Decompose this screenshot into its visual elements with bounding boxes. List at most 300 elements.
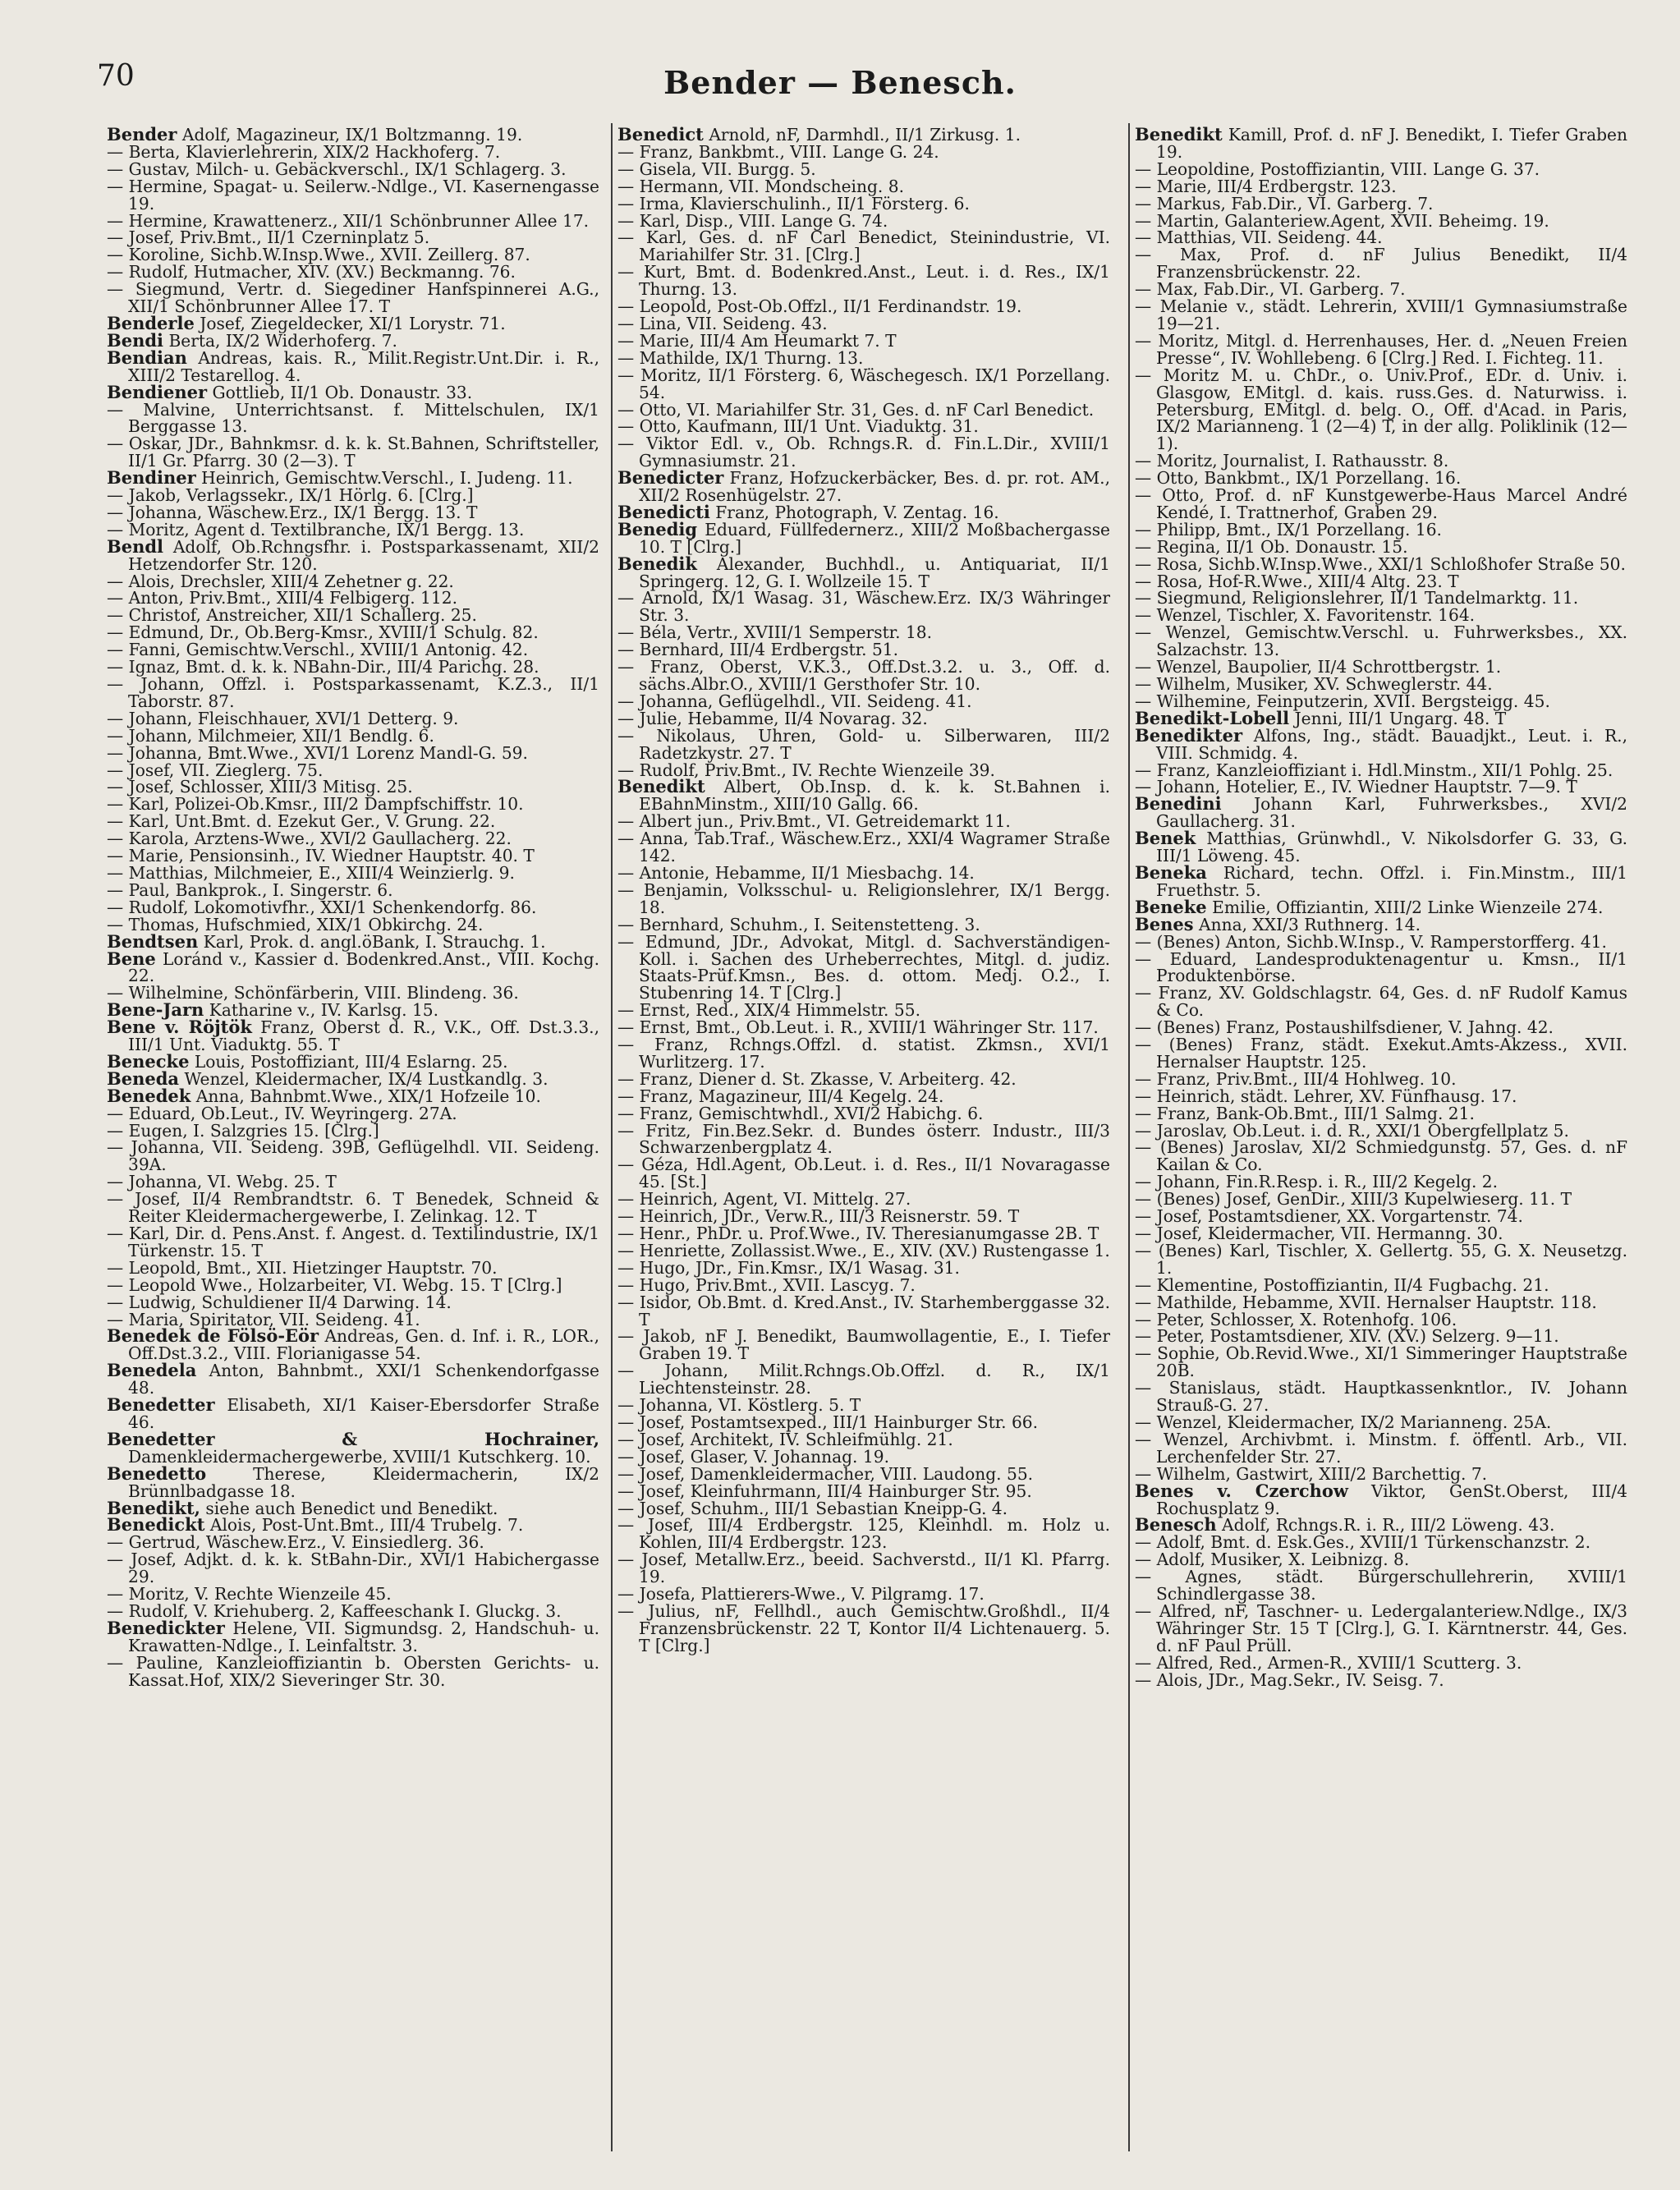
directory-entry bbox=[617, 1500, 1110, 1517]
directory-entry bbox=[617, 367, 1110, 402]
entry-details: Anna, XXI/3 Ruthnerg. 14. bbox=[1198, 914, 1421, 934]
page-header: Bender — Benesch. bbox=[663, 64, 1017, 101]
directory-entry bbox=[1135, 553, 1627, 574]
entry-details: — Karl, Ges. d. nF Carl Benedict, Steinindustrie, VI. Mariahilfer Str. 31. [Clrg.] bbox=[617, 227, 1110, 265]
entry-details: — Wenzel, Tischler, X. Favoritenstr. 164. bbox=[1135, 605, 1476, 626]
entry-details: — Franz, Bankbmt., VIII. Lange G. 24. bbox=[617, 141, 939, 162]
entry-details: — Karl, Dir. d. Pens.Anst. f. Angest. d. Textilindustrie, IX/1 Türkenstr. 15. T bbox=[107, 1224, 599, 1260]
entry-details: — Karola, Arztens-Wwe., XVI/2 Gaullacherg. 22. bbox=[107, 829, 512, 849]
entry-details: — Henr., PhDr. u. Prof.Wwe., IV. Theresianumgasse 2B. T bbox=[617, 1224, 1099, 1243]
entry-details: — Josef, Priv.Bmt., II/1 Czerninplatz 5. bbox=[107, 227, 430, 248]
directory-entry bbox=[107, 1191, 599, 1225]
entry-details: — Ernst, Bmt., Ob.Leut. i. R., XVIII/1 Währinger Str. 117. bbox=[617, 1017, 1099, 1038]
entry-details: Karl, Prok. d. angl.öBank, I. Strauchg. 1. bbox=[203, 931, 546, 952]
entry-details: — Christof, Anstreicher, XII/1 Schallerg. 25. bbox=[107, 605, 477, 626]
entry-details: Franz, Oberst d. R., V.K., Off. Dst.3.3., III/1 Unt. Viaduktg. 55. T bbox=[128, 1017, 599, 1055]
entry-surname: Benedetto bbox=[107, 1462, 207, 1484]
directory-entry bbox=[1135, 985, 1627, 1019]
entry-details: — Josef, III/4 Erdbergstr. 125, Kleinhdl. m. Holz u. Kohlen, III/4 Erdbergstr. 123. bbox=[617, 1515, 1110, 1553]
directory-entry bbox=[107, 229, 599, 246]
entry-details: — Malvine, Unterrichtsanst. f. Mittelschulen, IX/1 Berggasse 13. bbox=[107, 399, 599, 437]
entry-surname: Benderle bbox=[107, 312, 195, 333]
entry-details: — Wenzel, Gemischtw.Verschl. u. Fuhrwerksbes., XX. Salzachstr. 13. bbox=[1135, 622, 1627, 660]
entry-details: — Mathilde, Hebamme, XVII. Hernalser Hauptstr. 118. bbox=[1135, 1292, 1597, 1312]
entry-details: — Josef, Schuhm., III/1 Sebastian Kneipp-G. 4. bbox=[617, 1498, 1008, 1518]
entry-surname: Benedig bbox=[617, 518, 698, 539]
directory-entry bbox=[107, 813, 599, 830]
directory-entry bbox=[1135, 931, 1627, 952]
directory-entry bbox=[617, 879, 1110, 917]
entry-details: — Rudolf, Hutmacher, XIV. (XV.) Beckmanng. 76. bbox=[107, 262, 516, 282]
directory-entry bbox=[617, 1551, 1110, 1586]
entry-details: — Adolf, Bmt. d. Esk.Ges., XVIII/1 Türkenschanzstr. 2. bbox=[1135, 1532, 1590, 1553]
directory-entry bbox=[617, 1517, 1110, 1551]
entry-details: — Géza, Hdl.Agent, Ob.Leut. i. d. Res., II/1 Novaragasse 45. [St.] bbox=[617, 1155, 1110, 1192]
directory-entry bbox=[1135, 913, 1627, 934]
entry-details: — Heinrich, städt. Lehrer, XV. Fünfhausg. 17. bbox=[1135, 1086, 1517, 1106]
entry-details: Berta, IX/2 Widerhoferg. 7. bbox=[168, 330, 397, 351]
entry-details: — Melanie v., städt. Lehrerin, XVIII/1 Gymnasiumstraße 19—21. bbox=[1135, 296, 1627, 333]
entry-surname: Bender bbox=[107, 126, 177, 145]
directory-entry bbox=[617, 590, 1110, 624]
directory-entry bbox=[1135, 1551, 1627, 1568]
entry-details: — Heinrich, Agent, VI. Mittelg. 27. bbox=[617, 1189, 911, 1210]
directory-entry bbox=[1135, 724, 1627, 763]
directory-entry bbox=[617, 1191, 1110, 1208]
directory-entry bbox=[617, 126, 1110, 144]
entry-surname: Benedikt-Lobell bbox=[1135, 707, 1290, 728]
entry-surname: Benedetter bbox=[107, 1394, 215, 1416]
entry-surname: Bendiner bbox=[107, 467, 196, 489]
entry-details: — Alois, JDr., Mag.Sekr., IV. Seisg. 7. bbox=[1135, 1669, 1444, 1690]
entry-surname: Benedetter & Hochrainer, bbox=[107, 1428, 599, 1449]
directory-entry bbox=[107, 1139, 599, 1173]
directory-entry bbox=[107, 504, 599, 521]
directory-entry bbox=[617, 1242, 1110, 1260]
entry-details: — Hermann, VII. Mondscheing. 8. bbox=[617, 176, 905, 196]
entry-details: Wenzel, Kleidermacher, IX/4 Lustkandlg. 3. bbox=[184, 1068, 549, 1089]
directory-entry bbox=[1135, 896, 1627, 917]
directory-entry bbox=[1135, 1173, 1627, 1191]
directory-entry bbox=[107, 1428, 599, 1467]
directory-entry bbox=[1135, 573, 1627, 590]
directory-column-1 bbox=[107, 126, 599, 2163]
entry-details: — Wilhelmine, Schönfärberin, VIII. Blindeng. 36. bbox=[107, 983, 519, 1003]
directory-entry bbox=[1135, 521, 1627, 539]
entry-details: — Josef, Postamtsexped., III/1 Hainburger Str. 66. bbox=[617, 1412, 1039, 1432]
entry-details: — Franz, XV. Goldschlagstr. 64, Ges. d. nF Rudolf Kamus & Co. bbox=[1135, 983, 1627, 1021]
entry-details: — Josef, Glaser, V. Johannag. 19. bbox=[617, 1446, 890, 1467]
entry-surname: Benes bbox=[1135, 913, 1194, 934]
directory-entry bbox=[617, 1431, 1110, 1449]
directory-entry bbox=[1135, 470, 1627, 487]
directory-entry bbox=[617, 1088, 1110, 1105]
entry-details: Gottlieb, II/1 Ob. Donaustr. 33. bbox=[212, 382, 473, 402]
directory-entry bbox=[107, 778, 599, 796]
entry-surname: Benedikter bbox=[1135, 724, 1243, 746]
directory-entry bbox=[1135, 1480, 1627, 1518]
directory-entry bbox=[617, 229, 1110, 264]
entry-details: Johann Karl, Fuhrwerksbes., XVI/2 Gaullacherg. 31. bbox=[1156, 794, 1627, 832]
entry-details: — Julius, nF, Fellhdl., auch Gemischtw.Großhdl., II/4 Franzensbrückenstr. 22 T, Kontor II/4 Lichtenauerg. 5. T [Clrg.] bbox=[617, 1600, 1110, 1655]
entry-details: — Wenzel, Kleidermacher, IX/2 Marianneng. 25A. bbox=[1135, 1412, 1552, 1432]
directory-entry bbox=[1135, 1652, 1627, 1673]
directory-entry bbox=[107, 742, 599, 763]
directory-entry bbox=[617, 1156, 1110, 1191]
entry-details: — Albert jun., Priv.Bmt., VI. Getreidemarkt 11. bbox=[617, 811, 1011, 832]
entry-details: — Gisela, VII. Burgg. 5. bbox=[617, 158, 816, 179]
directory-entry bbox=[617, 158, 1110, 179]
entry-surname: Benedek bbox=[107, 1085, 191, 1106]
entry-details: — Johann, Milchmeier, XII/1 Bendlg. 6. bbox=[107, 725, 434, 746]
entry-details: — Ignaz, Bmt. d. k. k. NBahn-Dir., III/4 Parichg. 28. bbox=[107, 657, 539, 677]
directory-entry bbox=[107, 141, 599, 162]
entry-details: — Johann, Fleischhauer, XVI/1 Detterg. 9. bbox=[107, 708, 459, 728]
directory-entry bbox=[617, 1257, 1110, 1278]
directory-entry bbox=[617, 178, 1110, 195]
entry-details: — Anton, Priv.Bmt., XIII/4 Felbigerg. 112. bbox=[107, 588, 458, 608]
entry-details: — Oskar, JDr., Bahnkmsr. d. k. k. St.Bahnen, Schriftsteller, II/1 Gr. Pfarrg. 30 (2—3). T bbox=[107, 434, 599, 471]
entry-details: — Franz, Kanzleioffiziant i. Hdl.Minstm., XII/1 Pohlg. 25. bbox=[1135, 760, 1613, 780]
entry-details: — Siegmund, Vertr. d. Siegediner Hanfspinnerei A.G., XII/1 Schönbrunner Allee 17. T bbox=[107, 279, 599, 317]
entry-details: — (Benes) Franz, Postaushilfsdiener, V. Jahng. 42. bbox=[1135, 1017, 1554, 1038]
entry-surname: Benedict bbox=[617, 126, 704, 145]
directory-entry bbox=[617, 210, 1110, 231]
directory-entry bbox=[107, 1514, 599, 1536]
column-divider bbox=[1128, 123, 1130, 2151]
entry-details: — Hugo, Priv.Bmt., XVII. Lascyg. 7. bbox=[617, 1274, 916, 1295]
entry-details: Katharine v., IV. Karlsg. 15. bbox=[209, 1000, 439, 1021]
entry-details: Heinrich, Gemischtw.Verschl., I. Judeng. 11. bbox=[201, 468, 573, 489]
directory-entry bbox=[617, 298, 1110, 315]
entry-details: — Leopold, Post-Ob.Offzl., II/1 Ferdinandstr. 19. bbox=[617, 296, 1022, 317]
directory-entry bbox=[617, 330, 1110, 351]
entry-details: — Marie, Pensionsinh., IV. Wiedner Hauptstr. 40. T bbox=[107, 846, 535, 866]
entry-details: — Bernhard, III/4 Erdbergstr. 51. bbox=[617, 640, 899, 660]
directory-entry bbox=[107, 521, 599, 539]
entry-details: — Josef, Adjkt. d. k. k. StBahn-Dir., XVI/1 Habichergasse 29. bbox=[107, 1550, 599, 1587]
directory-entry bbox=[107, 659, 599, 676]
entry-details: — Moritz M. u. ChDr., o. Univ.Prof., EDr. d. Univ. i. Glasgow, EMitgl. d. kais. russ.Ges. d. Naturwiss. i. Petersburg, EMitgl. d. belg. O., Off. d'Acad. in Paris, IX/2 Marianneng. 1 (2—4) T, in der allg. Poliklinik (12—1). bbox=[1135, 365, 1627, 454]
entry-details: Adolf, Rchngs.R. i. R., III/2 Löweng. 43. bbox=[1222, 1515, 1555, 1536]
entry-surname: Beneda bbox=[107, 1067, 180, 1089]
entry-details: — Antonie, Hebamme, II/1 Miesbachg. 14. bbox=[617, 862, 975, 883]
entry-surname: Benedikt bbox=[617, 776, 705, 797]
directory-entry bbox=[617, 641, 1110, 659]
directory-entry bbox=[617, 553, 1110, 591]
entry-surname: Benedek de Fölsö-Eör bbox=[107, 1325, 319, 1347]
directory-entry bbox=[617, 467, 1110, 506]
entry-details: Loránd v., Kassier d. Bodenkred.Anst., VIII. Kochg. 22. bbox=[128, 948, 599, 986]
directory-entry bbox=[107, 1617, 599, 1655]
entry-details: — Johanna, VI. Webg. 25. T bbox=[107, 1172, 337, 1192]
directory-entry bbox=[107, 1105, 599, 1123]
directory-entry bbox=[107, 830, 599, 847]
directory-entry bbox=[617, 347, 1110, 368]
directory-entry bbox=[107, 607, 599, 624]
directory-entry bbox=[617, 1019, 1110, 1036]
entry-details: Richard, techn. Offzl. i. Fin.Minstm., III/1 Fruethstr. 5. bbox=[1156, 862, 1627, 900]
entry-details: Matthias, Grünwhdl., V. Nikolsdorfer G. 33, G. III/1 Löweng. 45. bbox=[1156, 829, 1627, 866]
directory-entry bbox=[1135, 367, 1627, 453]
entry-details: — Franz, Oberst, V.K.3., Off.Dst.3.2. u. 3., Off. d. sächs.Albr.O., XVIII/1 Gersthofer Str. 10. bbox=[617, 657, 1110, 694]
directory-entry bbox=[107, 1551, 599, 1586]
directory-entry bbox=[107, 1274, 599, 1295]
entry-details: — Johanna, Bmt.Wwe., XVI/1 Lorenz Mandl-G. 59. bbox=[107, 742, 528, 763]
directory-entry bbox=[1135, 830, 1627, 865]
entry-details: — Irma, Klavierschulinh., II/1 Försterg. 6. bbox=[617, 193, 970, 213]
directory-entry bbox=[1135, 762, 1627, 779]
directory-entry bbox=[1135, 1242, 1627, 1277]
entry-details: — Moritz, Agent d. Textilbranche, IX/1 Bergg. 13. bbox=[107, 519, 525, 539]
directory-entry bbox=[1135, 452, 1627, 470]
directory-entry bbox=[617, 830, 1110, 865]
entry-details: — Matthias, VII. Seideng. 44. bbox=[1135, 227, 1383, 248]
entry-details: — Wenzel, Baupolier, II/4 Schrottbergstr. 1. bbox=[1135, 657, 1502, 677]
entry-details: — (Benes) Jaroslav, XI/2 Schmiedgunstg. 57, Ges. d. nF Kailan & Co. bbox=[1135, 1137, 1627, 1175]
directory-entry bbox=[617, 725, 1110, 763]
entry-details: — Paul, Bankprok., I. Singerstr. 6. bbox=[107, 879, 393, 900]
directory-entry bbox=[107, 178, 599, 213]
entry-details: — Benjamin, Volksschul- u. Religionslehrer, IX/1 Bergg. 18. bbox=[617, 879, 1110, 917]
directory-entry bbox=[107, 624, 599, 641]
entry-surname: Benedicti bbox=[617, 501, 710, 522]
entry-details: — Marie, III/4 Am Heumarkt 7. T bbox=[617, 330, 897, 351]
entry-details: — Markus, Fab.Dir., VI. Garberg. 7. bbox=[1135, 193, 1434, 213]
entry-surname: Benecke bbox=[107, 1050, 190, 1072]
directory-entry bbox=[107, 796, 599, 813]
entry-details: Adolf, Ob.Rchngsfhr. i. Postsparkassenamt, XII/2 Hetzendorfer Str. 120. bbox=[128, 536, 599, 574]
directory-entry bbox=[1135, 330, 1627, 368]
entry-details: — Josef, Kleinfuhrmann, III/4 Hainburger Str. 95. bbox=[617, 1481, 1032, 1501]
directory-entry bbox=[617, 1036, 1110, 1071]
entry-surname: Bendtsen bbox=[107, 930, 199, 952]
entry-details: — Rudolf, V. Kriehuberg. 2, Kaffeeschank I. Gluckg. 3. bbox=[107, 1600, 562, 1621]
entry-details: Arnold, nF, Darmhdl., II/1 Zirkusg. 1. bbox=[709, 126, 1021, 145]
directory-entry bbox=[107, 1462, 599, 1501]
entry-details: — Mathilde, IX/1 Thurng. 13. bbox=[617, 347, 864, 368]
directory-entry bbox=[617, 1600, 1110, 1655]
entry-details: — Arnold, IX/1 Wasag. 31, Wäschew.Erz. IX/3 Währinger Str. 3. bbox=[617, 588, 1110, 626]
entry-details: — Martin, Galanteriew.Agent, XVII. Beheimg. 19. bbox=[1135, 210, 1549, 231]
entry-details: — Kurt, Bmt. d. Bodenkred.Anst., Leut. i. d. Res., IX/1 Thurng. 13. bbox=[617, 262, 1110, 300]
entry-details: — Moritz, Journalist, I. Rathausstr. 8. bbox=[1135, 451, 1449, 471]
entry-details: — Marie, III/4 Erdbergstr. 123. bbox=[1135, 176, 1397, 196]
directory-entry bbox=[617, 264, 1110, 298]
entry-details: Emilie, Offiziantin, XIII/2 Linke Wienzeile 274. bbox=[1212, 897, 1604, 917]
entry-surname: Bene bbox=[107, 948, 156, 969]
directory-entry bbox=[107, 158, 599, 179]
entry-details: — Franz, Gemischtwhdl., XVI/2 Habichg. 6. bbox=[617, 1103, 984, 1123]
entry-details: Elisabeth, XI/1 Kaiser-Ebersdorfer Straße 46. bbox=[128, 1395, 599, 1432]
entry-details: — Jakob, Verlagssekr., IX/1 Hörlg. 6. [Clrg.] bbox=[107, 485, 474, 506]
entry-details: — Leopoldine, Postoffiziantin, VIII. Lange G. 37. bbox=[1135, 158, 1540, 179]
entry-details: — Wilhelm, Musiker, XV. Schweglerstr. 44. bbox=[1135, 674, 1493, 694]
entry-details: Jenni, III/1 Ungarg. 48. T bbox=[1294, 708, 1507, 728]
directory-entry bbox=[617, 435, 1110, 470]
directory-entry bbox=[617, 1225, 1110, 1242]
directory-entry bbox=[107, 725, 599, 746]
entry-details: — Peter, Schlosser, X. Rotenhofg. 106. bbox=[1135, 1309, 1457, 1329]
directory-entry bbox=[617, 1105, 1110, 1123]
directory-entry bbox=[1135, 1274, 1627, 1295]
directory-entry bbox=[1135, 487, 1627, 521]
entry-details: — Fritz, Fin.Bez.Sekr. d. Bundes österr. Industr., III/3 Schwarzenbergplatz 4. bbox=[617, 1120, 1110, 1158]
directory-entry bbox=[1135, 1191, 1627, 1208]
directory-entry bbox=[107, 1534, 599, 1551]
entry-surname: Benedicter bbox=[617, 467, 724, 489]
entry-details: — Moritz, V. Rechte Wienzeile 45. bbox=[107, 1584, 392, 1605]
directory-entry bbox=[1135, 1431, 1627, 1466]
directory-entry bbox=[617, 315, 1110, 333]
entry-surname: Bendl bbox=[107, 535, 164, 557]
directory-entry bbox=[1135, 1294, 1627, 1311]
directory-entry bbox=[1135, 1225, 1627, 1242]
entry-surname: Bendiener bbox=[107, 381, 208, 402]
directory-entry bbox=[107, 762, 599, 779]
entry-details: — Wilhemine, Feinputzerin, XVII. Bergsteigg. 45. bbox=[1135, 691, 1550, 711]
entry-surname: Benedik bbox=[617, 553, 697, 574]
entry-details: — Franz, Bank-Ob.Bmt., III/1 Salmg. 21. bbox=[1135, 1103, 1475, 1123]
entry-details: — (Benes) Franz, städt. Exekut.Amts-Akzess., XVII. Hernalser Hauptstr. 125. bbox=[1135, 1035, 1627, 1072]
entry-details: — Edmund, Dr., Ob.Berg-Kmsr., XVIII/1 Schulg. 82. bbox=[107, 622, 539, 643]
directory-entry bbox=[617, 1414, 1110, 1431]
directory-entry bbox=[1135, 229, 1627, 246]
entry-details: — Max, Fab.Dir., VI. Garberg. 7. bbox=[1135, 279, 1406, 300]
entry-details: — Hermine, Spagat- u. Seilerw.-Ndlge., VI. Kasernengasse 19. bbox=[107, 176, 599, 213]
directory-entry bbox=[107, 312, 599, 333]
entry-details: — Henriette, Zollassist.Wwe., E., XIV. (XV.) Rustengasse 1. bbox=[617, 1240, 1110, 1260]
directory-entry bbox=[1135, 590, 1627, 607]
directory-entry bbox=[617, 916, 1110, 934]
entry-details: siehe auch Benedict und Benedikt. bbox=[205, 1498, 498, 1518]
entry-details: Kamill, Prof. d. nF J. Benedikt, I. Tiefer Graben 19. bbox=[1156, 126, 1627, 162]
directory-entry bbox=[107, 710, 599, 728]
directory-entry bbox=[107, 1325, 599, 1364]
entry-details: — Moritz, II/1 Försterg. 6, Wäschegesch. IX/1 Porzellang. 54. bbox=[617, 365, 1110, 402]
entry-details: Eduard, Füllfedernerz., XIII/2 Moßbachergasse 10. T [Clrg.] bbox=[639, 519, 1110, 557]
entry-details: — Josefa, Plattierers-Wwe., V. Pilgramg. 17. bbox=[617, 1584, 985, 1605]
entry-details: — Otto, Prof. d. nF Kunstgewerbe-Haus Marcel André Kendé, I. Trattnerhof, Graben 29. bbox=[1135, 485, 1627, 522]
entry-details: — Sophie, Ob.Revid.Wwe., XI/1 Simmeringer Hauptstraße 20B. bbox=[1135, 1343, 1627, 1381]
entry-surname: Benesch bbox=[1135, 1514, 1217, 1536]
entry-details: Franz, Photograph, V. Zentag. 16. bbox=[715, 502, 999, 522]
entry-details: Andreas, kais. R., Milit.Registr.Unt.Dir. i. R., XIII/2 Testarellog. 4. bbox=[128, 347, 599, 385]
directory-entry bbox=[1135, 246, 1627, 281]
entry-surname: Bendian bbox=[107, 347, 187, 368]
directory-entry bbox=[1135, 1414, 1627, 1431]
directory-entry bbox=[1135, 1068, 1627, 1089]
directory-entry bbox=[1135, 1139, 1627, 1173]
entry-details: — Eduard, Landesproduktenagentur u. Kmsn., II/1 Produktenbörse. bbox=[1135, 948, 1627, 986]
directory-entry bbox=[107, 930, 599, 952]
entry-details: — Pauline, Kanzleioffiziantin b. Obersten Gerichts- u. Kassat.Hof, XIX/2 Sieveringer Str. 30. bbox=[107, 1652, 599, 1690]
entry-details: — Peter, Postamtsdiener, XIV. (XV.) Selzerg. 9—11. bbox=[1135, 1326, 1559, 1347]
entry-details: — Jaroslav, Ob.Leut. i. d. R., XXI/1 Obergfellplatz 5. bbox=[1135, 1120, 1569, 1141]
entry-details: — Maria, Spiritator, VII. Seideng. 41. bbox=[107, 1309, 420, 1329]
directory-entry bbox=[107, 1050, 599, 1072]
entry-details: — Rudolf, Priv.Bmt., IV. Rechte Wienzeile 39. bbox=[617, 760, 995, 780]
directory-entry bbox=[107, 1652, 599, 1690]
entry-details: Louis, Postoffiziant, III/4 Eslarng. 25. bbox=[194, 1051, 508, 1072]
entry-details: — Johanna, Wäschew.Erz., IX/1 Bergg. 13. T bbox=[107, 502, 478, 522]
entry-surname: Benedela bbox=[107, 1360, 197, 1381]
directory-entry bbox=[107, 1085, 599, 1106]
entry-details: Therese, Kleidermacherin, IX/2 Brünnlbadgasse 18. bbox=[128, 1463, 599, 1501]
directory-entry bbox=[617, 659, 1110, 693]
directory-entry bbox=[1135, 1120, 1627, 1141]
directory-entry bbox=[617, 813, 1110, 830]
entry-details: Viktor, GenSt.Oberst, III/4 Rochusplatz 9. bbox=[1156, 1481, 1627, 1518]
directory-entry bbox=[107, 535, 599, 574]
directory-entry bbox=[1135, 948, 1627, 986]
directory-entry bbox=[107, 1394, 599, 1432]
directory-entry bbox=[107, 487, 599, 504]
entry-details: Helene, VII. Sigmundsg. 2, Handschuh- u. Krawatten-Ndlge., I. Leinfaltstr. 3. bbox=[128, 1618, 599, 1655]
directory-entry bbox=[617, 1294, 1110, 1329]
entry-details: — Franz, Diener d. St. Zkasse, V. Arbeiterg. 42. bbox=[617, 1068, 1017, 1089]
directory-entry bbox=[1135, 1019, 1627, 1036]
entry-details: Anna, Bahnbmt.Wwe., XIX/1 Hofzeile 10. bbox=[195, 1086, 541, 1106]
entry-surname: Bene-Jarn bbox=[107, 999, 204, 1021]
directory-entry bbox=[107, 210, 599, 231]
entry-details: — Josef, Schlosser, XIII/3 Mitisg. 25. bbox=[107, 777, 413, 797]
directory-entry bbox=[617, 1446, 1110, 1467]
entry-details: — Klementine, Postoffiziantin, II/4 Fugbachg. 21. bbox=[1135, 1274, 1549, 1295]
entry-details: — Koroline, Sichb.W.Insp.Wwe., XVII. Zeillerg. 87. bbox=[107, 245, 530, 265]
directory-entry bbox=[107, 281, 599, 315]
entry-details: — Jakob, nF J. Benedikt, Baumwollagentie, E., I. Tiefer Graben 19. T bbox=[617, 1326, 1110, 1364]
column-divider bbox=[611, 123, 613, 2151]
entry-details: — Rosa, Sichb.W.Insp.Wwe., XXI/1 Schloßhofer Straße 50. bbox=[1135, 553, 1626, 574]
directory-entry bbox=[617, 1068, 1110, 1089]
entry-details: — Wenzel, Archivbmt. i. Minstm. f. öffentl. Arb., VII. Lerchenfelder Str. 27. bbox=[1135, 1429, 1627, 1467]
directory-entry bbox=[1135, 1105, 1627, 1123]
directory-entry bbox=[617, 1328, 1110, 1362]
entry-details: — Bernhard, Schuhm., I. Seitenstetteng. 3. bbox=[617, 914, 980, 934]
entry-details: — Otto, Bankbmt., IX/1 Porzellang. 16. bbox=[1135, 468, 1462, 489]
entry-details: Damenkleidermachergewerbe, XVIII/1 Kutschkerg. 10. bbox=[128, 1446, 591, 1467]
directory-entry bbox=[1135, 210, 1627, 231]
entry-details: Franz, Hofzuckerbäcker, Bes. d. pr. rot. AM., XII/2 Rosenhügelstr. 27. bbox=[639, 468, 1110, 506]
entry-details: Alfons, Ing., städt. Bauadjkt., Leut. i. R., VIII. Schmidg. 4. bbox=[1156, 725, 1627, 763]
directory-entry bbox=[1135, 1036, 1627, 1071]
entry-details: Albert, Ob.Insp. d. k. k. St.Bahnen i. EBahnMinstm., XIII/10 Gallg. 66. bbox=[639, 777, 1110, 815]
entry-details: Alois, Post-Unt.Bmt., III/4 Trubelg. 7. bbox=[209, 1515, 524, 1536]
entry-details: — Ernst, Red., XIX/4 Himmelstr. 55. bbox=[617, 1000, 920, 1021]
entry-details: — Karl, Unt.Bmt. d. Ezekut Ger., V. Grung. 22. bbox=[107, 811, 496, 832]
directory-entry bbox=[1135, 195, 1627, 213]
entry-details: — Johann, Offzl. i. Postsparkassenamt, K.Z.3., II/1 Taborstr. 87. bbox=[107, 674, 599, 711]
directory-entry bbox=[617, 418, 1110, 435]
entry-details: — Johanna, VI. Köstlerg. 5. T bbox=[617, 1395, 861, 1416]
entry-details: — Hugo, JDr., Fin.Kmsr., IX/1 Wasag. 31. bbox=[617, 1257, 960, 1278]
directory-entry bbox=[617, 1483, 1110, 1500]
entry-details: — Isidor, Ob.Bmt. d. Kred.Anst., IV. Starhemberggasse 32. T bbox=[617, 1292, 1110, 1329]
directory-entry bbox=[1135, 624, 1627, 659]
entry-details: Anton, Bahnbmt., XXI/1 Schenkendorfgasse 48. bbox=[128, 1361, 599, 1398]
directory-entry bbox=[617, 195, 1110, 213]
directory-entry bbox=[107, 1586, 599, 1603]
entry-details: — Alois, Drechsler, XIII/4 Zehetner g. 22. bbox=[107, 571, 454, 591]
entry-details: — Eduard, Ob.Leut., IV. Weyringerg. 27A. bbox=[107, 1103, 457, 1123]
entry-details: — Edmund, JDr., Advokat, Mitgl. d. Sachverständigen-Koll. i. Sachen des Urheberrechtes, Mitgl. d. judiz. Staats-Prüf.Kmsn., Bes. d. ottom. Medj. O.2., I. Stubenring 14. T [Clrg.] bbox=[617, 931, 1110, 1003]
entry-details: — Johanna, Geflügelhdl., VII. Seideng. 41. bbox=[617, 691, 972, 711]
entry-details: — Siegmund, Religionslehrer, II/1 Tandelmarktg. 11. bbox=[1135, 588, 1579, 608]
entry-details: — Moritz, Mitgl. d. Herrenhauses, Her. d. „Neuen Freien Presse“, IV. Wohllebeng. 6 [Clrg.] Red. I. Fichteg. 11. bbox=[1135, 330, 1627, 368]
entry-details: — Otto, VI. Mariahilfer Str. 31, Ges. d. nF Carl Benedict. bbox=[617, 399, 1095, 420]
directory-entry bbox=[107, 641, 599, 659]
